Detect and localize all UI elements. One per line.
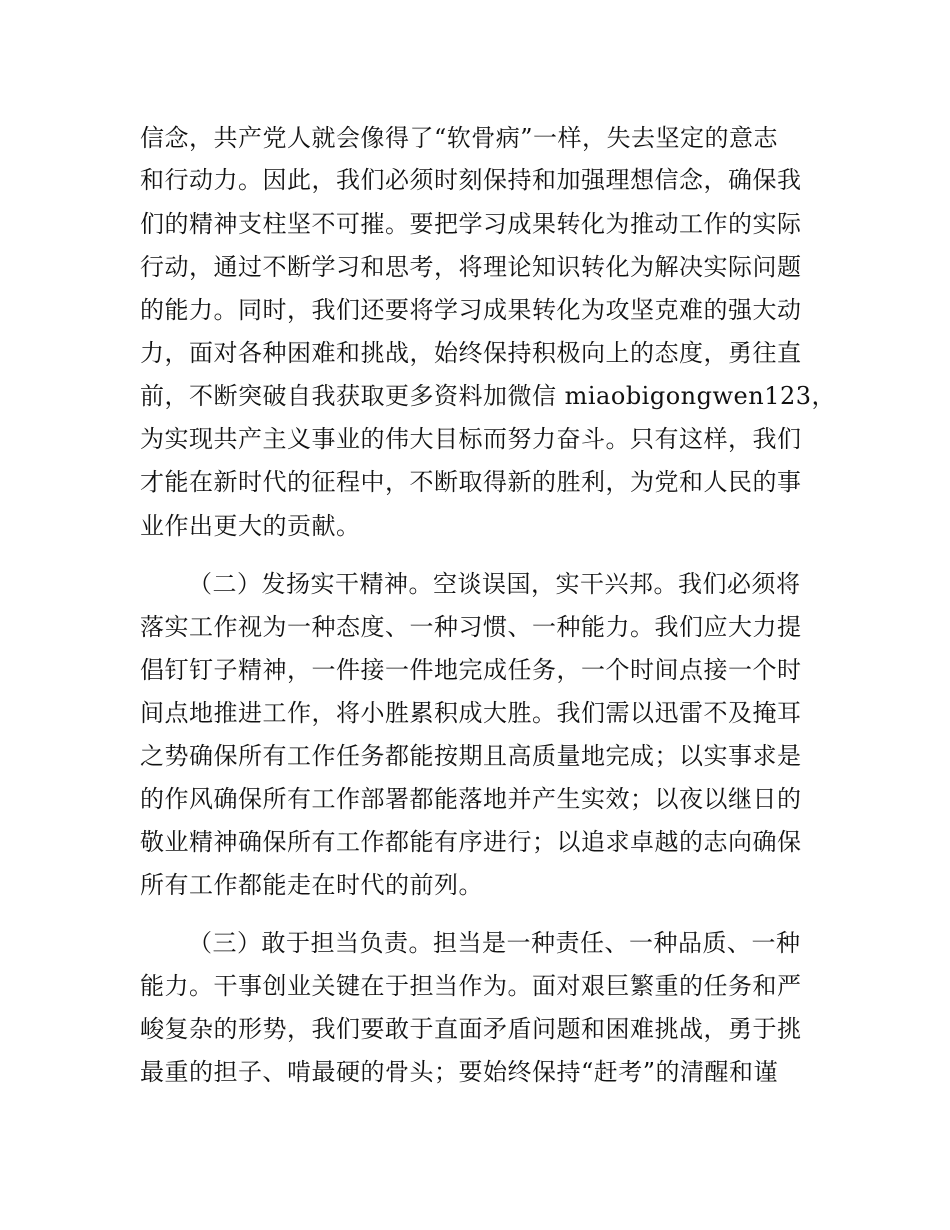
- paragraph-1-line-4: 行动，通过不断学习和思考，将理论知识转化为解决实际问题: [140, 253, 802, 281]
- paragraph-1-line-3: 们的精神支柱坚不可摧。要把学习成果转化为推动工作的实际: [140, 210, 802, 238]
- paragraph-1-line-10: 业作出更大的贡献。: [140, 512, 361, 540]
- paragraph-1-line-8: 为实现共产主义事业的伟大目标而努力奋斗。只有这样，我们: [140, 425, 802, 453]
- paragraph-2-line-1: （二）发扬实干精神。空谈误国，实干兴邦。我们必须将: [188, 570, 801, 598]
- paragraph-2-line-3: 倡钉钉子精神，一件接一件地完成任务，一个时间点接一个时: [140, 656, 802, 684]
- paragraph-2-line-7: 敬业精神确保所有工作都能有序进行；以追求卓越的志向确保: [140, 828, 802, 856]
- paragraph-1-line-9: 才能在新时代的征程中，不断取得新的胜利，为党和人民的事: [140, 468, 802, 496]
- paragraph-1-line-1: 信念，共产党人就会像得了“软骨病”一样，失去坚定的意志: [140, 124, 779, 152]
- paragraph-3-line-2: 能力。干事创业关键在于担当作为。面对艰巨繁重的任务和严: [140, 972, 802, 1000]
- paragraph-2-line-6: 的作风确保所有工作部署都能落地并产生实效；以夜以继日的: [140, 785, 802, 813]
- paragraph-1-line-5: 的能力。同时，我们还要将学习成果转化为攻坚克难的强大动: [140, 296, 802, 324]
- paragraph-1-line-7: 前，不断突破自我获取更多资料加微信 miaobigongwen123，: [140, 382, 837, 410]
- paragraph-2-line-8: 所有工作都能走在时代的前列。: [140, 871, 483, 899]
- paragraph-3-line-3: 峻复杂的形势，我们要敢于直面矛盾问题和困难挑战，勇于挑: [140, 1015, 802, 1043]
- paragraph-1-line-2: 和行动力。因此，我们必须时刻保持和加强理想信念，确保我: [140, 166, 802, 194]
- paragraph-2-line-4: 间点地推进工作，将小胜累积成大胜。我们需以迅雷不及掩耳: [140, 699, 802, 727]
- paragraph-3-line-1: （三）敢于担当负责。担当是一种责任、一种品质、一种: [188, 929, 801, 957]
- paragraph-2-line-5: 之势确保所有工作任务都能按期且高质量地完成；以实事求是: [140, 742, 802, 770]
- paragraph-1-line-6: 力，面对各种困难和挑战，始终保持积极向上的态度，勇往直: [140, 339, 802, 367]
- paragraph-2-line-2: 落实工作视为一种态度、一种习惯、一种能力。我们应大力提: [140, 613, 802, 641]
- paragraph-3-line-4: 最重的担子、啃最硬的骨头；要始终保持“赶考”的清醒和谨: [140, 1058, 779, 1086]
